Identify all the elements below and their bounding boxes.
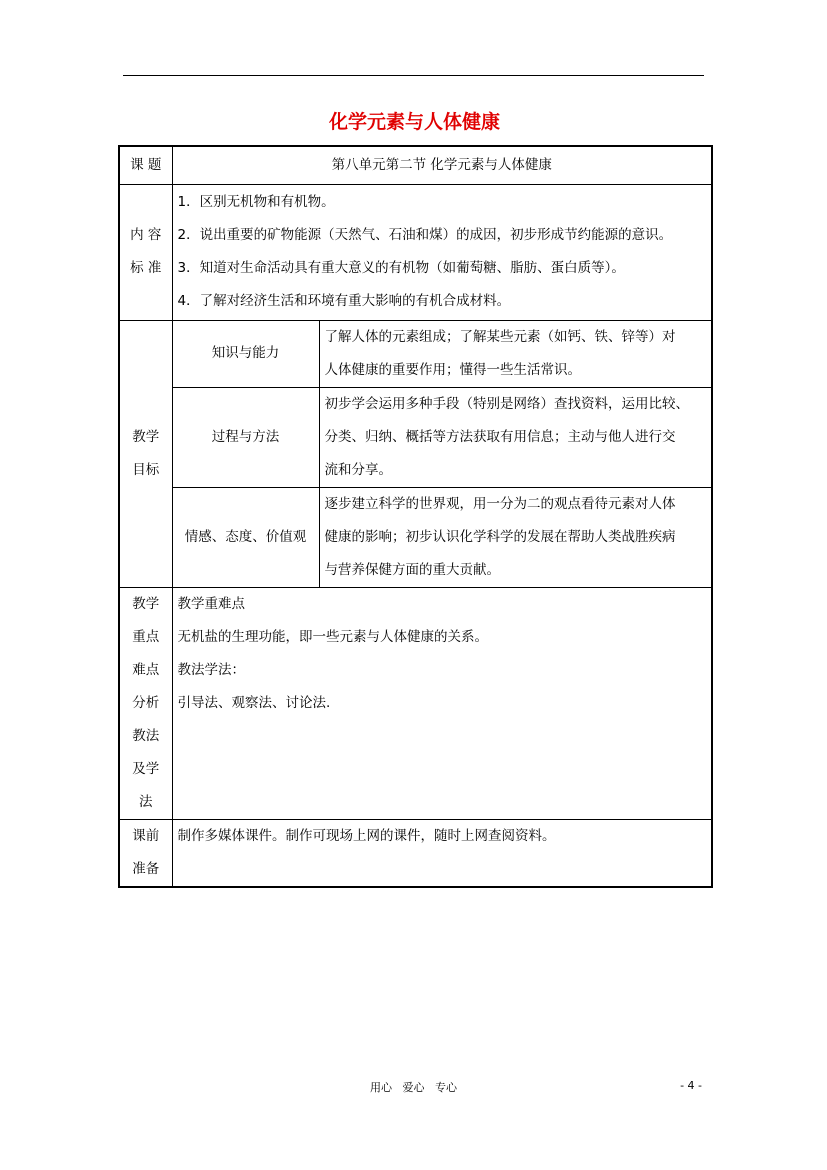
preparation-value: 制作多媒体课件。制作可现场上网的课件，随时上网查阅资料。 bbox=[172, 819, 712, 887]
lesson-plan-table bbox=[118, 145, 713, 888]
header-rule bbox=[123, 75, 704, 76]
topic-value: 第八单元第二节 化学元素与人体健康 bbox=[172, 146, 712, 184]
content-standard-row bbox=[119, 184, 712, 320]
list-item: 2．说出重要的矿物能源（天然气、石油和煤）的成因，初步形成节约能源的意识。 bbox=[177, 227, 673, 243]
page-title: 化学元素与人体健康 bbox=[328, 111, 500, 133]
list-item: 1．区别无机物和有机物。 bbox=[177, 194, 335, 210]
content-standard-list bbox=[172, 184, 712, 320]
content-standard-label: 内 容 标 准 bbox=[119, 184, 172, 320]
list-item: 4．了解对经济生活和环境有重大影响的有机合成材料。 bbox=[177, 293, 511, 309]
topic-label: 课 题 bbox=[119, 146, 172, 184]
key-points-label: 教学 重点 难点 分析 教法 及学 法 bbox=[119, 587, 172, 819]
objective-text: 逐步建立科学的世界观，用一分为二的观点看待元素对人体 健康的影响；初步认识化学科学的发展在帮助人类战胜疾病 与营养保健方面的重大贡献。 bbox=[319, 487, 712, 587]
preparation-label: 课前 准备 bbox=[119, 819, 172, 887]
footer-motto: 用心 爱心 专心 bbox=[370, 1081, 457, 1094]
key-points-row bbox=[119, 587, 712, 819]
objective-name: 过程与方法 bbox=[172, 387, 319, 487]
list-item: 3．知道对生命活动具有重大意义的有机物（如葡萄糖、脂肪、蛋白质等）。 bbox=[177, 260, 625, 276]
key-points-content: 教学重难点 无机盐的生理功能，即一些元素与人体健康的关系。 教法学法： 引导法、观察法、讨论法. bbox=[172, 587, 712, 819]
objectives-label: 教学 目标 bbox=[119, 320, 172, 587]
preparation-row bbox=[119, 819, 712, 887]
objective-row-knowledge bbox=[119, 320, 712, 387]
objective-name: 情感、态度、价值观 bbox=[172, 487, 319, 587]
objective-text: 初步学会运用多种手段（特别是网络）查找资料，运用比较、 分类、归纳、概括等方法获取有用信息；主动与他人进行交 流和分享。 bbox=[319, 387, 712, 487]
objective-row-process bbox=[119, 387, 712, 487]
objective-text: 了解人体的元素组成；了解某些元素（如钙、铁、锌等）对 人体健康的重要作用；懂得一些生活常识。 bbox=[319, 320, 712, 387]
page-number: - 4 - bbox=[680, 1079, 702, 1092]
topic-row bbox=[119, 146, 712, 184]
objective-row-attitude bbox=[119, 487, 712, 587]
objective-name: 知识与能力 bbox=[172, 320, 319, 387]
